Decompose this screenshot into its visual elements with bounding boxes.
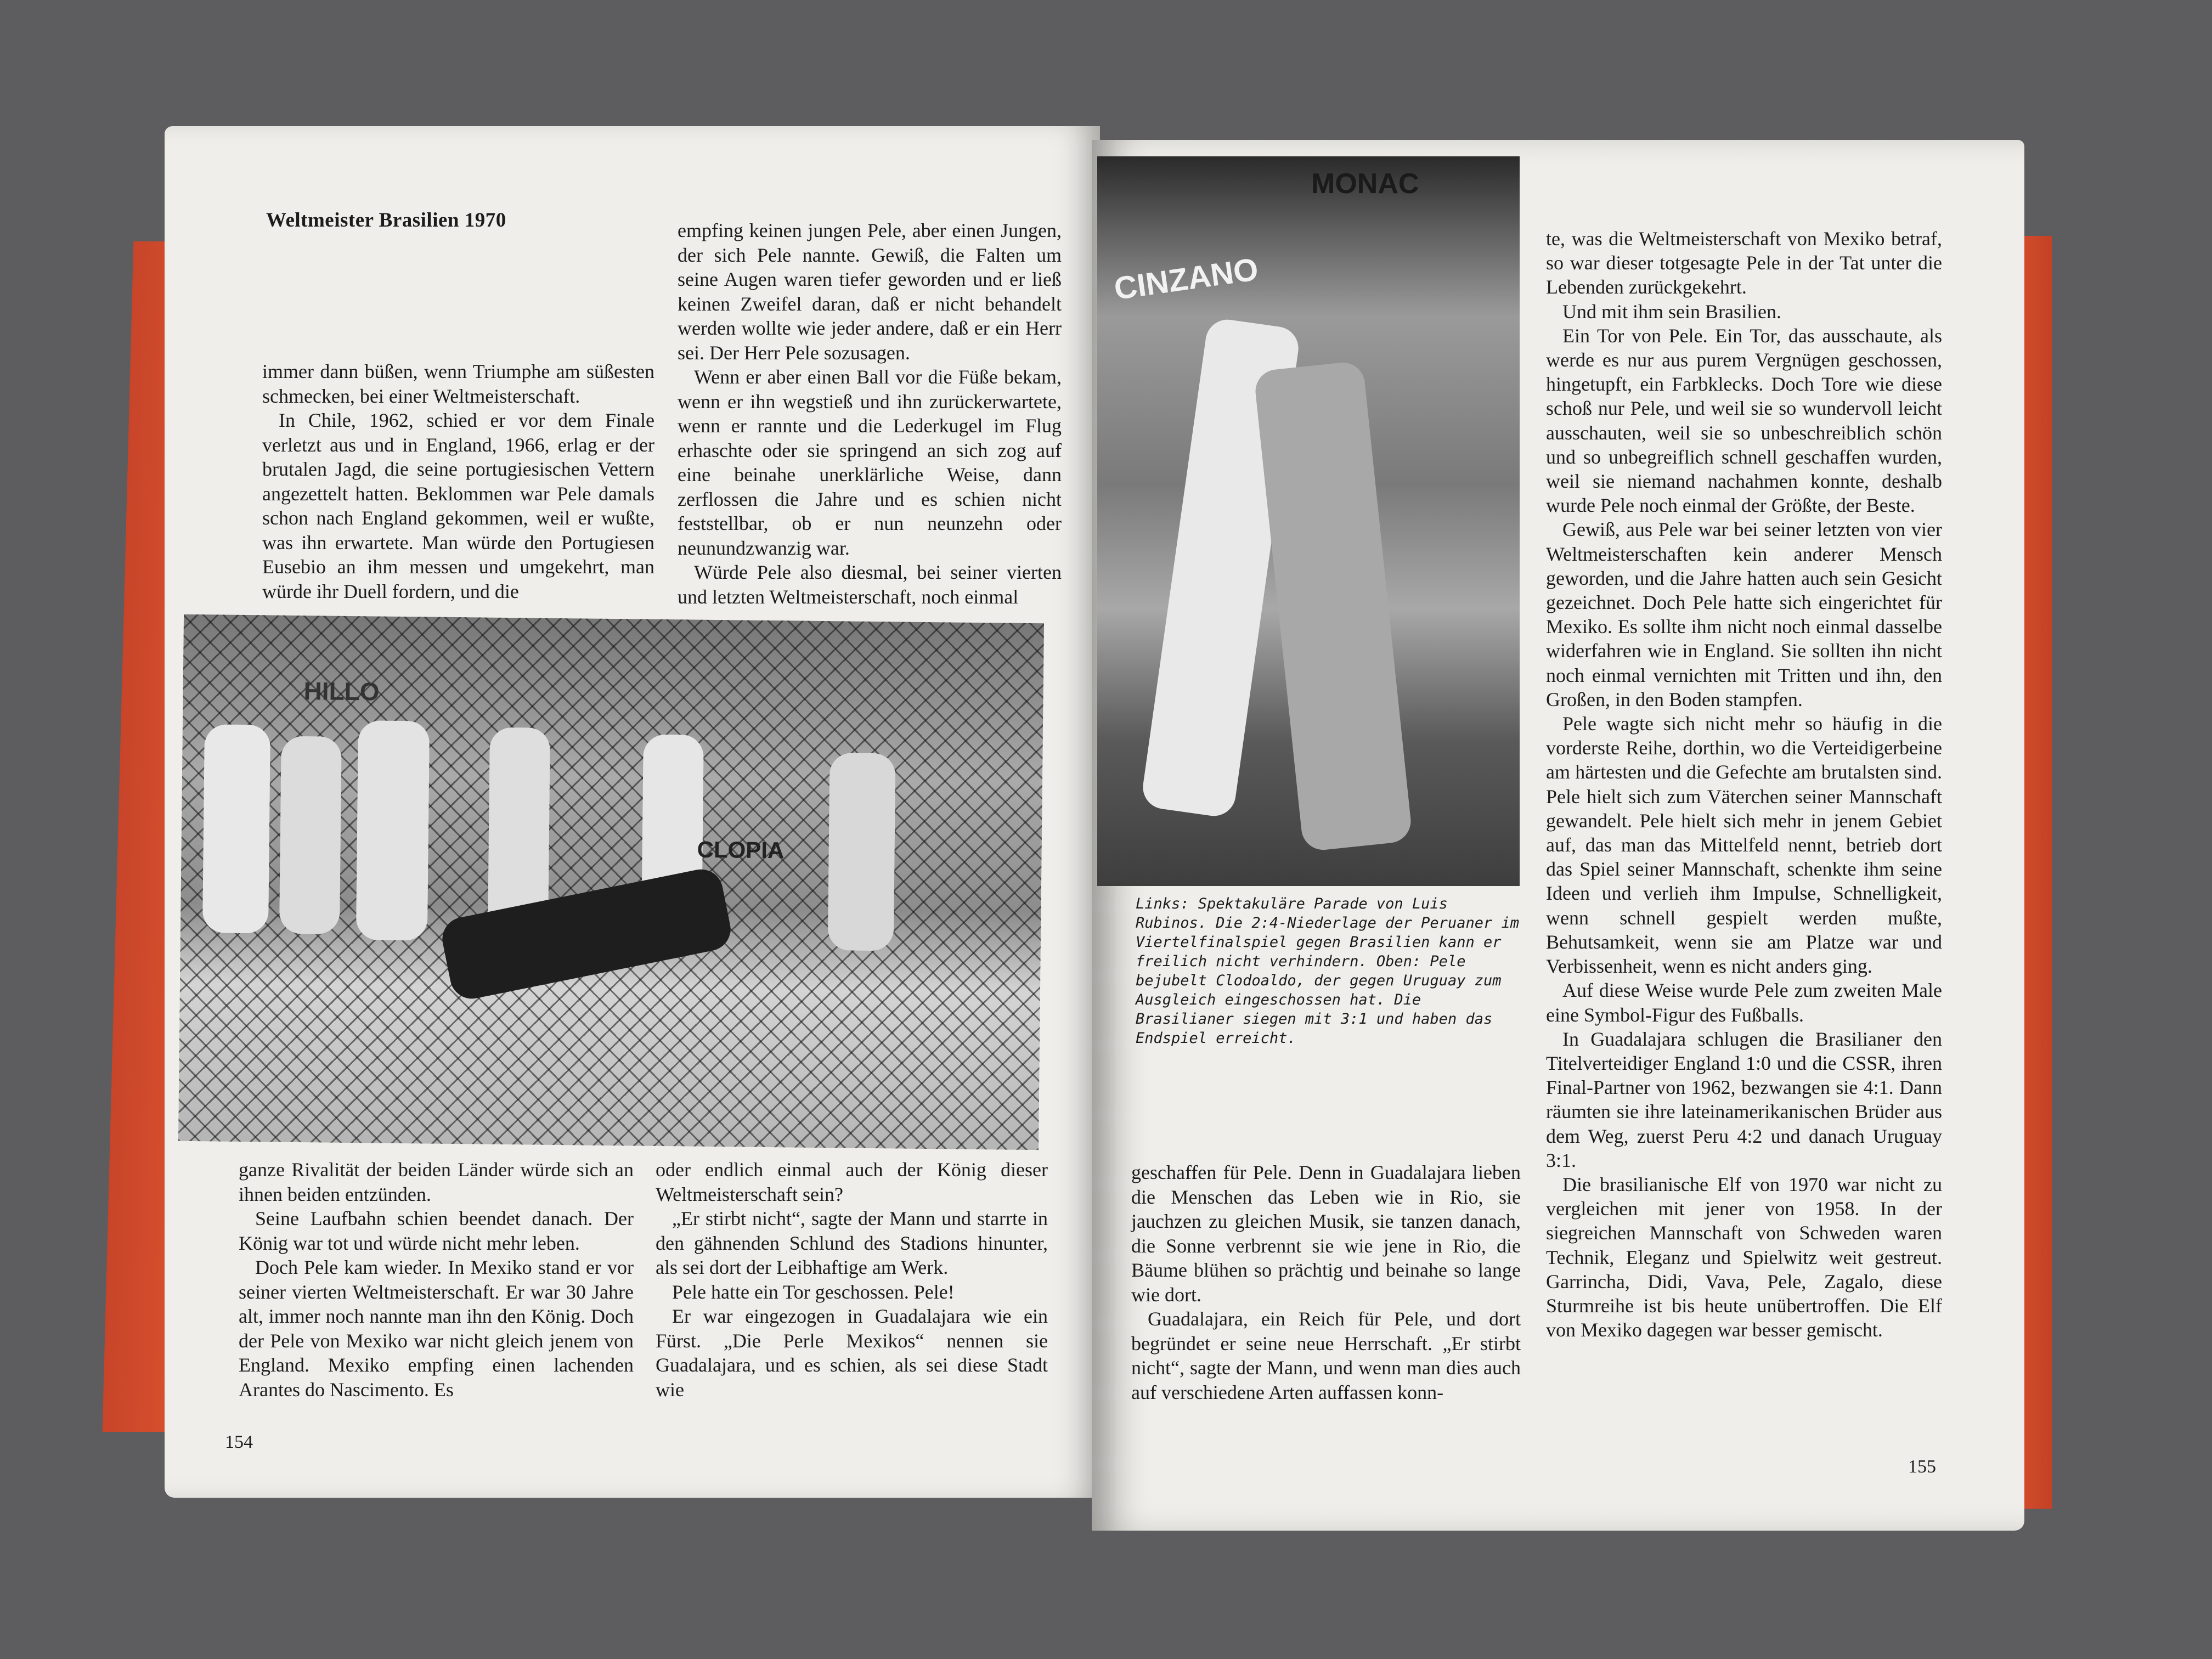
paragraph: In Guadalajara schlugen die Brasilianer den Titelverteidiger England 1:0 und die CSSR, ihren Final-Partner von 1962, bezwangen sie 4:1. Dann räumten sie ihre lateinamerikanischen Brüder aus dem Weg, zuerst Peru 4:2 und danach Uruguay 3:1.: [1546, 1028, 1942, 1171]
paragraph: Gewiß, aus Pele war bei seiner letzten von vier Weltmeisterschaften kein anderer Mensch geworden, und die Jahre hatten auch sein Gesicht gezeichnet. Doch Pele hatte sich eingerichtet für Mexiko. Es sollte ihm nicht noch einmal dasselbe widerfahren wie in England. Sie sollten ihn nicht noch einmal vernichten mit Tritten und ihn, den Großen, in den Boden stampfen.: [1546, 518, 1942, 710]
paragraph: „Er stirbt nicht“, sagte der Mann und starrte in den gähnenden Schlund des Stadions hinunter, als sei dort der Leibhaftige am Werk.: [656, 1207, 1048, 1278]
paragraph: Auf diese Weise wurde Pele zum zweiten Male eine Symbol-Figur des Fußballs.: [1546, 979, 1942, 1026]
paragraph: Wenn er aber einen Ball vor die Füße bekam, wenn er ihn wegstieß und ihn zurückerwartete, wenn er rannte und die Lederkugel im Flug erhaschte oder sie springend an sich zog auf eine beinahe unerklärliche Weise, dann zerflossen die Jahre und es schien nicht feststellbar, ob er nun neunzehn oder neunundzwanzig war.: [678, 366, 1062, 559]
left-column-bottom: [1131, 1160, 1521, 1404]
paragraph: te, was die Weltmeisterschaft von Mexiko betraf, so war dieser totgesagte Pele in der Tat unter die Lebenden zurückgekehrt.: [1546, 228, 1942, 298]
match-photo-goalkeeper-save: [178, 614, 1044, 1150]
paragraph: Pele hatte ein Tor geschossen. Pele!: [672, 1280, 955, 1303]
chapter-heading: Weltmeister Brasilien 1970: [266, 209, 506, 232]
paragraph: Würde Pele also diesmal, bei seiner vierten und letzten Weltmeisterschaft, noch einmal: [678, 561, 1062, 608]
stadium-sign: CINZANO: [1111, 251, 1261, 307]
stadium-sign: HILLO: [303, 676, 380, 706]
left-page: [165, 126, 1100, 1498]
right-column-bottom: [656, 1158, 1048, 1402]
paragraph: Seine Laufbahn schien beendet danach. Der König war tot und würde nicht mehr leben.: [239, 1207, 634, 1254]
stadium-sign: MONAC: [1311, 168, 1419, 200]
player-figure: [279, 736, 342, 934]
player-figure: [828, 753, 896, 951]
goalkeeper-figure: [438, 866, 734, 1003]
paragraph: geschaffen für Pele. Denn in Guadalajara lieben die Menschen das Leben wie in Rio, sie jauchzen zu gleichen Musik, sie tanzen danach, die Sonne verbrennt sie wie jene in Rio, die Bäume blühen so prächtig und beinahe so lange wie dort.: [1131, 1161, 1521, 1306]
paragraph: empfing keinen jungen Pele, aber einen Jungen, der sich Pele nannte. Gewiß, die Falten um seine Augen waren tiefer geworden und er ließ keinen Zweifel daran, daß er nicht behandelt werden wollte wie jeder andere, daß er ein Herr sei. Der Herr Pele sozusagen.: [678, 219, 1062, 364]
right-column: [1546, 227, 1942, 1342]
right-column-top: [678, 218, 1062, 609]
paragraph: In Chile, 1962, schied er vor dem Finale verletzt aus und in England, 1966, erlag er der brutalen Jagd, die seine portugiesischen Vettern angezettelt hatten. Beklommen war Pele damals schon nach England gekommen, weil er wußte, was ihn erwartete. Man würde den Portugiesen Eusebio an ihm messen und umgekehrt, man würde ihr Duell fordern, und die: [262, 409, 654, 602]
left-column-top: [262, 359, 654, 603]
stadium-sign: CLOPIA: [697, 836, 785, 864]
paragraph: immer dann büßen, wenn Triumphe am süßesten schmecken, bei einer Weltmeisterschaft.: [262, 360, 654, 407]
paragraph: Ein Tor von Pele. Ein Tor, das ausschaute, als werde es nur aus purem Vergnügen geschossen, hingetupft, ein Farbklecks. Doch Tore wie diese schoß nur Pele, und weil sie so wundervoll leicht ausschauten, weil sie so unbeschreiblich schön und so unbegreiflich schnell geschaffen wurden, weil sie niemand nachahmen konnte, deshalb wurde Pele noch einmal der Größte, der Beste.: [1546, 324, 1942, 517]
paragraph: oder endlich einmal auch der König dieser Weltmeisterschaft sein?: [656, 1159, 1048, 1205]
paragraph: Pele wagte sich nicht mehr so häufig in die vorderste Reihe, dorthin, wo die Verteidigerbeine am härtesten und die Gefechte am brutalsten sind. Pele hielt sich zum Väterchen seiner Mannschaft gewandelt. Pele hielt sich mehr in jenem Gebiet auf, das man das Mittelfeld nennt, betrieb dort das Spiel seiner Mannschaft, schenkte ihm seine Ideen und verlieh ihm Impulse, Schnelligkeit, wenn schnell gespielt werden mußte, Behutsamkeit, wenn sie am Platze war und Verbissenheit, wenn es nicht anders ging.: [1546, 713, 1942, 978]
player-figure: [202, 724, 270, 933]
paragraph: Guadalajara, ein Reich für Pele, und dort begründet er seine neue Herrschaft. „Er stirbt nicht“, sagte der Mann, und wenn man dies auch auf verschiedene Arten auffassen konn-: [1131, 1308, 1521, 1403]
photo-caption: Links: Spektakuläre Parade von Luis Rubinos. Die 2:4-Niederlage der Peruaner im Viertelfinalspiel gegen Brasilien kann er freilich nicht verhindern. Oben: Pele bejubelt Clodoaldo, der gegen Uruguay zum Ausgleich eingeschossen hat. Die Brasilianer siegen mit 3:1 und haben das Endspiel erreicht.: [1136, 895, 1519, 1047]
paragraph: Er war eingezogen in Guadalajara wie ein Fürst. „Die Perle Mexikos“ nennen sie Guadalajara, und es schien, als sei diese Stadt wie: [656, 1305, 1048, 1401]
page-number: 154: [225, 1432, 253, 1452]
paragraph: Und mit ihm sein Brasilien.: [1562, 300, 1781, 323]
left-column-bottom: [239, 1158, 634, 1402]
player-figure: [1254, 360, 1413, 852]
right-page: [1092, 140, 2024, 1531]
page-number: 155: [1908, 1457, 1936, 1477]
player-figure: [356, 720, 430, 940]
paragraph: Die brasilianische Elf von 1970 war nicht zu vergleichen mit jener von 1958. In der siegreichen Mannschaft von Schweden waren Technik, Eleganz und Spielwitz weit gestreut. Garrincha, Didi, Vava, Pele, Zagalo, diese Sturmreihe ist bis heute unübertroffen. Die Elf von Mexiko dagegen war besser gemischt.: [1546, 1173, 1942, 1341]
paragraph: ganze Rivalität der beiden Länder würde sich an ihnen beiden entzünden.: [239, 1159, 634, 1205]
paragraph: Doch Pele kam wieder. In Mexiko stand er vor seiner vierten Weltmeisterschaft. Er war 30 Jahre alt, immer noch nannte man ihn den König. Doch der Pele von Mexiko war nicht gleich jenem von England. Mexiko empfing einen lachenden Arantes do Nascimento. Es: [239, 1256, 634, 1401]
photo-pele-celebrating: [1097, 156, 1520, 886]
